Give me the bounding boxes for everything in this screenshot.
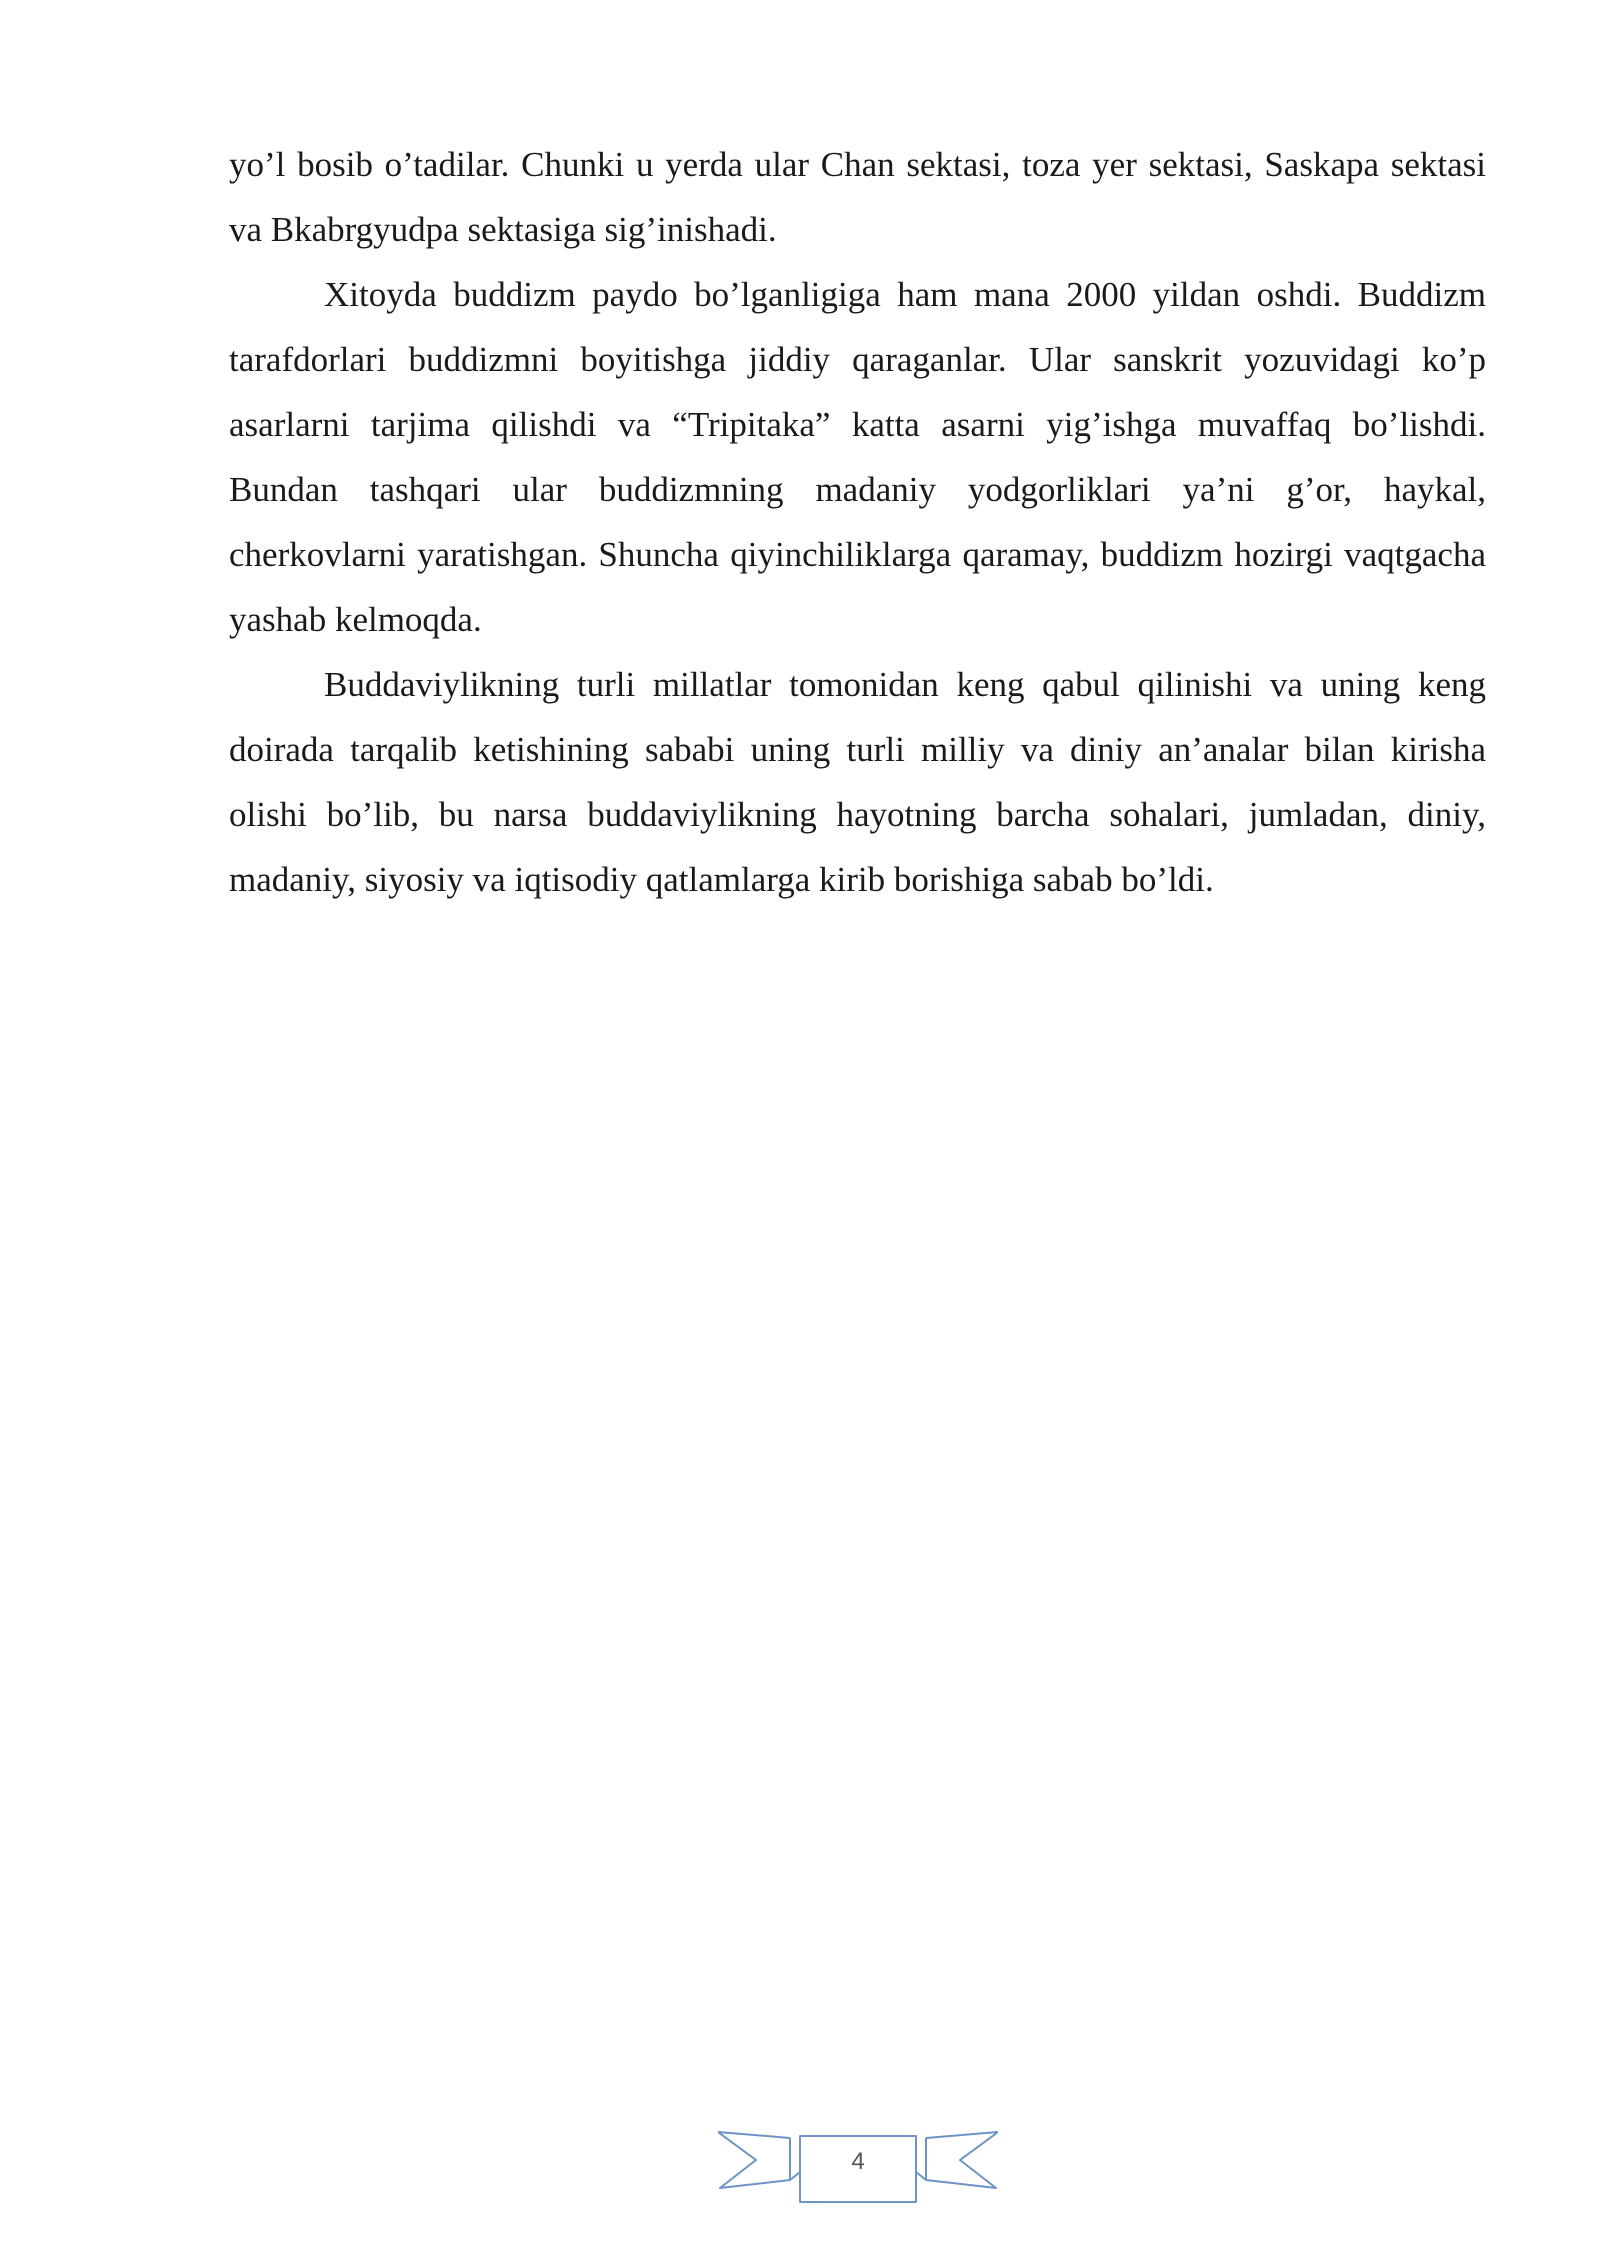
paragraph-buddhism-spread: Buddaviylikning turli millatlar tomonidan keng qabul qilinishi va uning keng doirada tarqalib ketishining sababi uning turli milliy va diniy an’analar bilan kirisha olishi bo’lib, bu narsa buddaviylikning hayotning barcha sohalari, jumladan, diniy, madaniy, siyosiy va iqtisodiy qatlamlarga kirib borishiga sabab bo’ldi.: [229, 665, 1486, 899]
body-text: [229, 132, 1486, 912]
page-number: 4: [851, 2148, 865, 2175]
paragraph-continuation: yo’l bosib o’tadilar. Chunki u yerda ular Chan sektasi, toza yer sektasi, Saskapa sektasi va Bkabrgyudpa sektasiga sig’inishadi.: [229, 145, 1486, 249]
page-footer: [718, 2128, 998, 2208]
paragraph-buddhism-china: Xitoyda buddizm paydo bo’lganligiga ham mana 2000 yildan oshdi. Buddizm tarafdorlari buddizmni boyitishga jiddiy qaraganlar. Ular sanskrit yozuvidagi ko’p asarlarni tarjima qilishdi va “Tripitaka” katta asarni yig’ishga muvaffaq bo’lishdi. Bundan tashqari ular buddizmning madaniy yodgorliklari ya’ni g’or, haykal, cherkovlarni yaratishgan. Shuncha qiyinchiliklarga qaramay, buddizm hozirgi vaqtgacha yashab kelmoqda.: [229, 275, 1486, 639]
